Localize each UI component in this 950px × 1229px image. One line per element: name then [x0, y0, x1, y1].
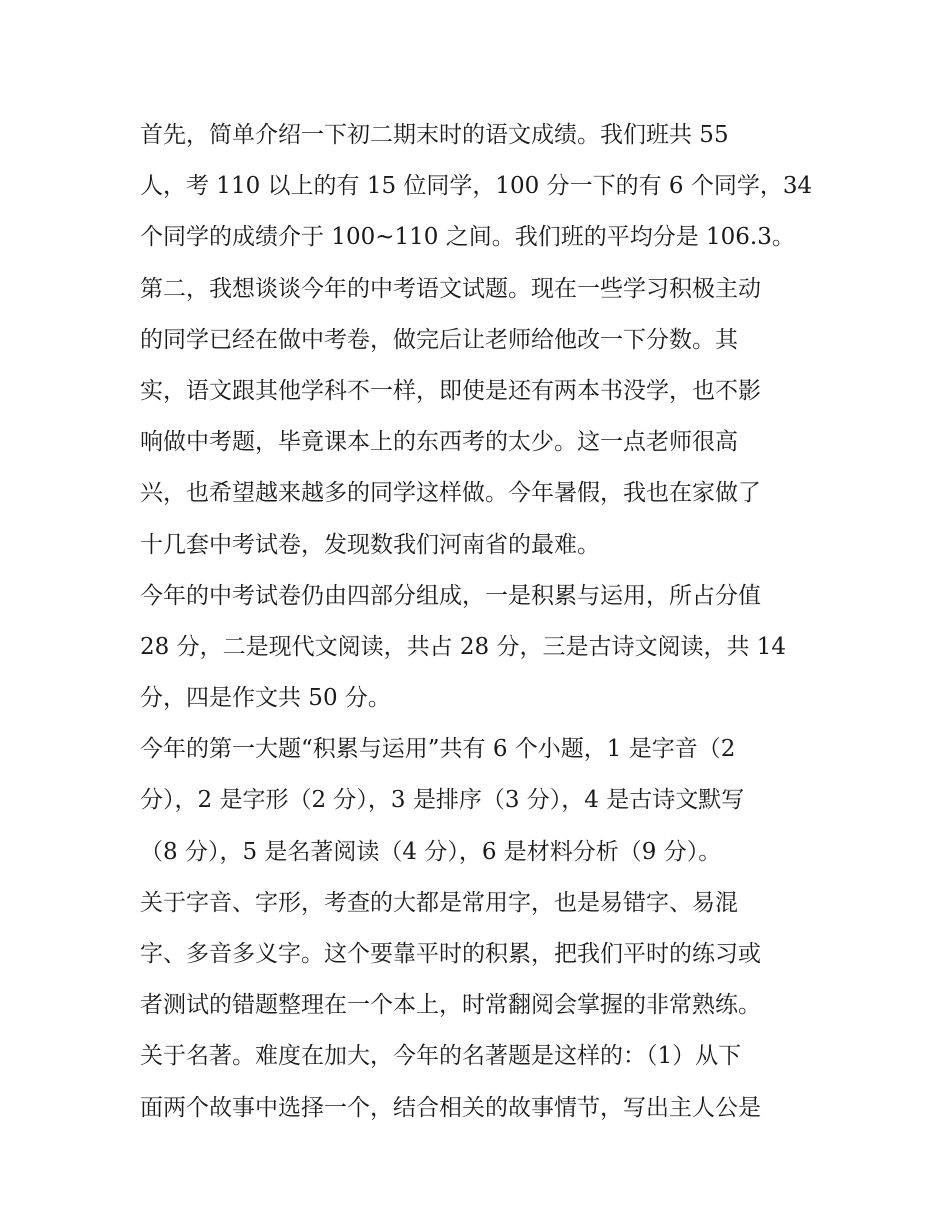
- text-line: 分，四是作文共 50 分。: [140, 685, 391, 712]
- document-body: [140, 110, 820, 1134]
- text-line: 面两个故事中选择一个，结合相关的故事情节，写出主人公是: [140, 1094, 761, 1121]
- text-line: 兴，也希望越来越多的同学这样做。今年暑假，我也在家做了: [140, 480, 761, 507]
- text-line: 实，语文跟其他学科不一样，即使是还有两本书没学，也不影: [140, 377, 761, 404]
- text-line: 今年的第一大题“积累与运用”共有 6 个小题，1 是字音（2: [140, 736, 736, 763]
- text-line: 分），2 是字形（2 分），3 是排序（3 分），4 是古诗文默写: [140, 787, 745, 814]
- text-line: 响做中考题，毕竟课本上的东西考的太少。这一点老师很高: [140, 429, 738, 456]
- text-line: 关于字音、字形，考查的大都是常用字，也是易错字、易混: [140, 889, 738, 916]
- text-line: 个同学的成绩介于 100~110 之间。我们班的平均分是 106.3。: [140, 224, 795, 251]
- text-line: 字、多音多义字。这个要靠平时的积累，把我们平时的练习或: [140, 941, 761, 967]
- text-line: 者测试的错题整理在一个本上，时常翻阅会掌握的非常熟练。: [140, 992, 761, 1019]
- text-line: 今年的中考试卷仍由四部分组成，一是积累与运用，所占分值: [140, 582, 761, 609]
- text-line: 28 分，二是现代文阅读，共占 28 分，三是古诗文阅读，共 14: [140, 633, 787, 660]
- text-line: 首先，简单介绍一下初二期末时的语文成绩。我们班共 55: [140, 122, 729, 148]
- text-line: （8 分），5 是名著阅读（4 分），6 是材料分析（9 分）。: [140, 838, 722, 865]
- text-line: 关于名著。难度在加大，今年的名著题是这样的：（1）从下: [140, 1043, 742, 1070]
- text-line: 的同学已经在做中考卷，做完后让老师给他改一下分数。其: [140, 326, 738, 353]
- text-line: 人，考 110 以上的有 15 位同学，100 分一下的有 6 个同学，34: [140, 173, 813, 200]
- text-line: 第二，我想谈谈今年的中考语文试题。现在一些学习积极主动: [140, 275, 761, 302]
- text-line: 十几套中考试卷，发现数我们河南省的最难。: [140, 531, 600, 558]
